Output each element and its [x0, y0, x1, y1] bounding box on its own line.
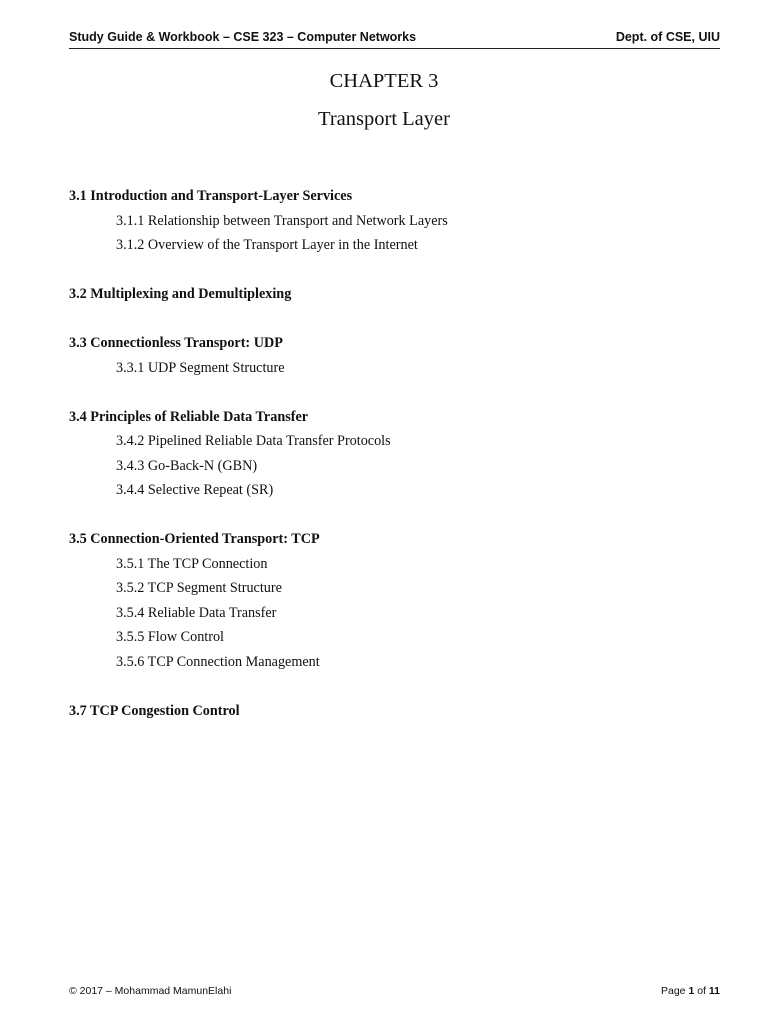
toc-subsection: 3.4.4 Selective Repeat (SR): [116, 482, 274, 498]
toc-subsection: 3.4.3 Go-Back-N (GBN): [116, 457, 258, 474]
toc-section-title: 3.2 Multiplexing and Demultiplexing: [69, 286, 292, 302]
toc-subsection: 3.5.4 Reliable Data Transfer: [116, 604, 277, 621]
page-header: [69, 28, 720, 49]
toc-subsection: 3.5.5 Flow Control: [116, 629, 224, 645]
toc-section-title: 3.5 Connection-Oriented Transport: TCP: [69, 531, 320, 547]
footer-page-number: [661, 985, 720, 997]
chapter-title: Transport Layer: [318, 108, 450, 130]
toc-section-title: 3.4 Principles of Reliable Data Transfer: [69, 408, 309, 425]
toc-section: [69, 331, 719, 380]
toc-section: [69, 184, 719, 258]
toc-section-title: 3.1 Introduction and Transport-Layer Services: [69, 188, 353, 204]
page-of: of: [694, 985, 709, 997]
page-current: 1: [688, 985, 695, 997]
toc-section: [69, 699, 719, 724]
toc-subsection: 3.1.1 Relationship between Transport and Network Layers: [116, 212, 448, 229]
toc-section-title: 3.7 TCP Congestion Control: [69, 702, 240, 719]
header-course-title: Study Guide & Workbook – CSE 323 – Computer Networks: [69, 30, 417, 44]
toc-subsection: 3.5.6 TCP Connection Management: [116, 653, 320, 670]
toc-subsection: 3.5.2 TCP Segment Structure: [116, 580, 282, 596]
toc-section: [69, 527, 719, 674]
page-total: 11: [708, 985, 720, 997]
footer-copyright: © 2017 – Mohammad MamunElahi: [69, 985, 232, 997]
toc-section: [69, 282, 719, 307]
page-prefix: Page: [661, 985, 689, 997]
toc-section-title: 3.3 Connectionless Transport: UDP: [69, 335, 283, 351]
toc-subsection: 3.4.2 Pipelined Reliable Data Transfer Protocols: [116, 433, 391, 449]
chapter-number: CHAPTER 3: [329, 70, 439, 92]
toc-section: [69, 405, 719, 503]
toc-subsection: 3.1.2 Overview of the Transport Layer in the Internet: [116, 237, 418, 253]
toc-subsection: 3.5.1 The TCP Connection: [116, 555, 268, 572]
table-of-contents: [69, 184, 719, 748]
toc-subsection: 3.3.1 UDP Segment Structure: [116, 359, 285, 376]
header-department: Dept. of CSE, UIU: [615, 30, 720, 44]
